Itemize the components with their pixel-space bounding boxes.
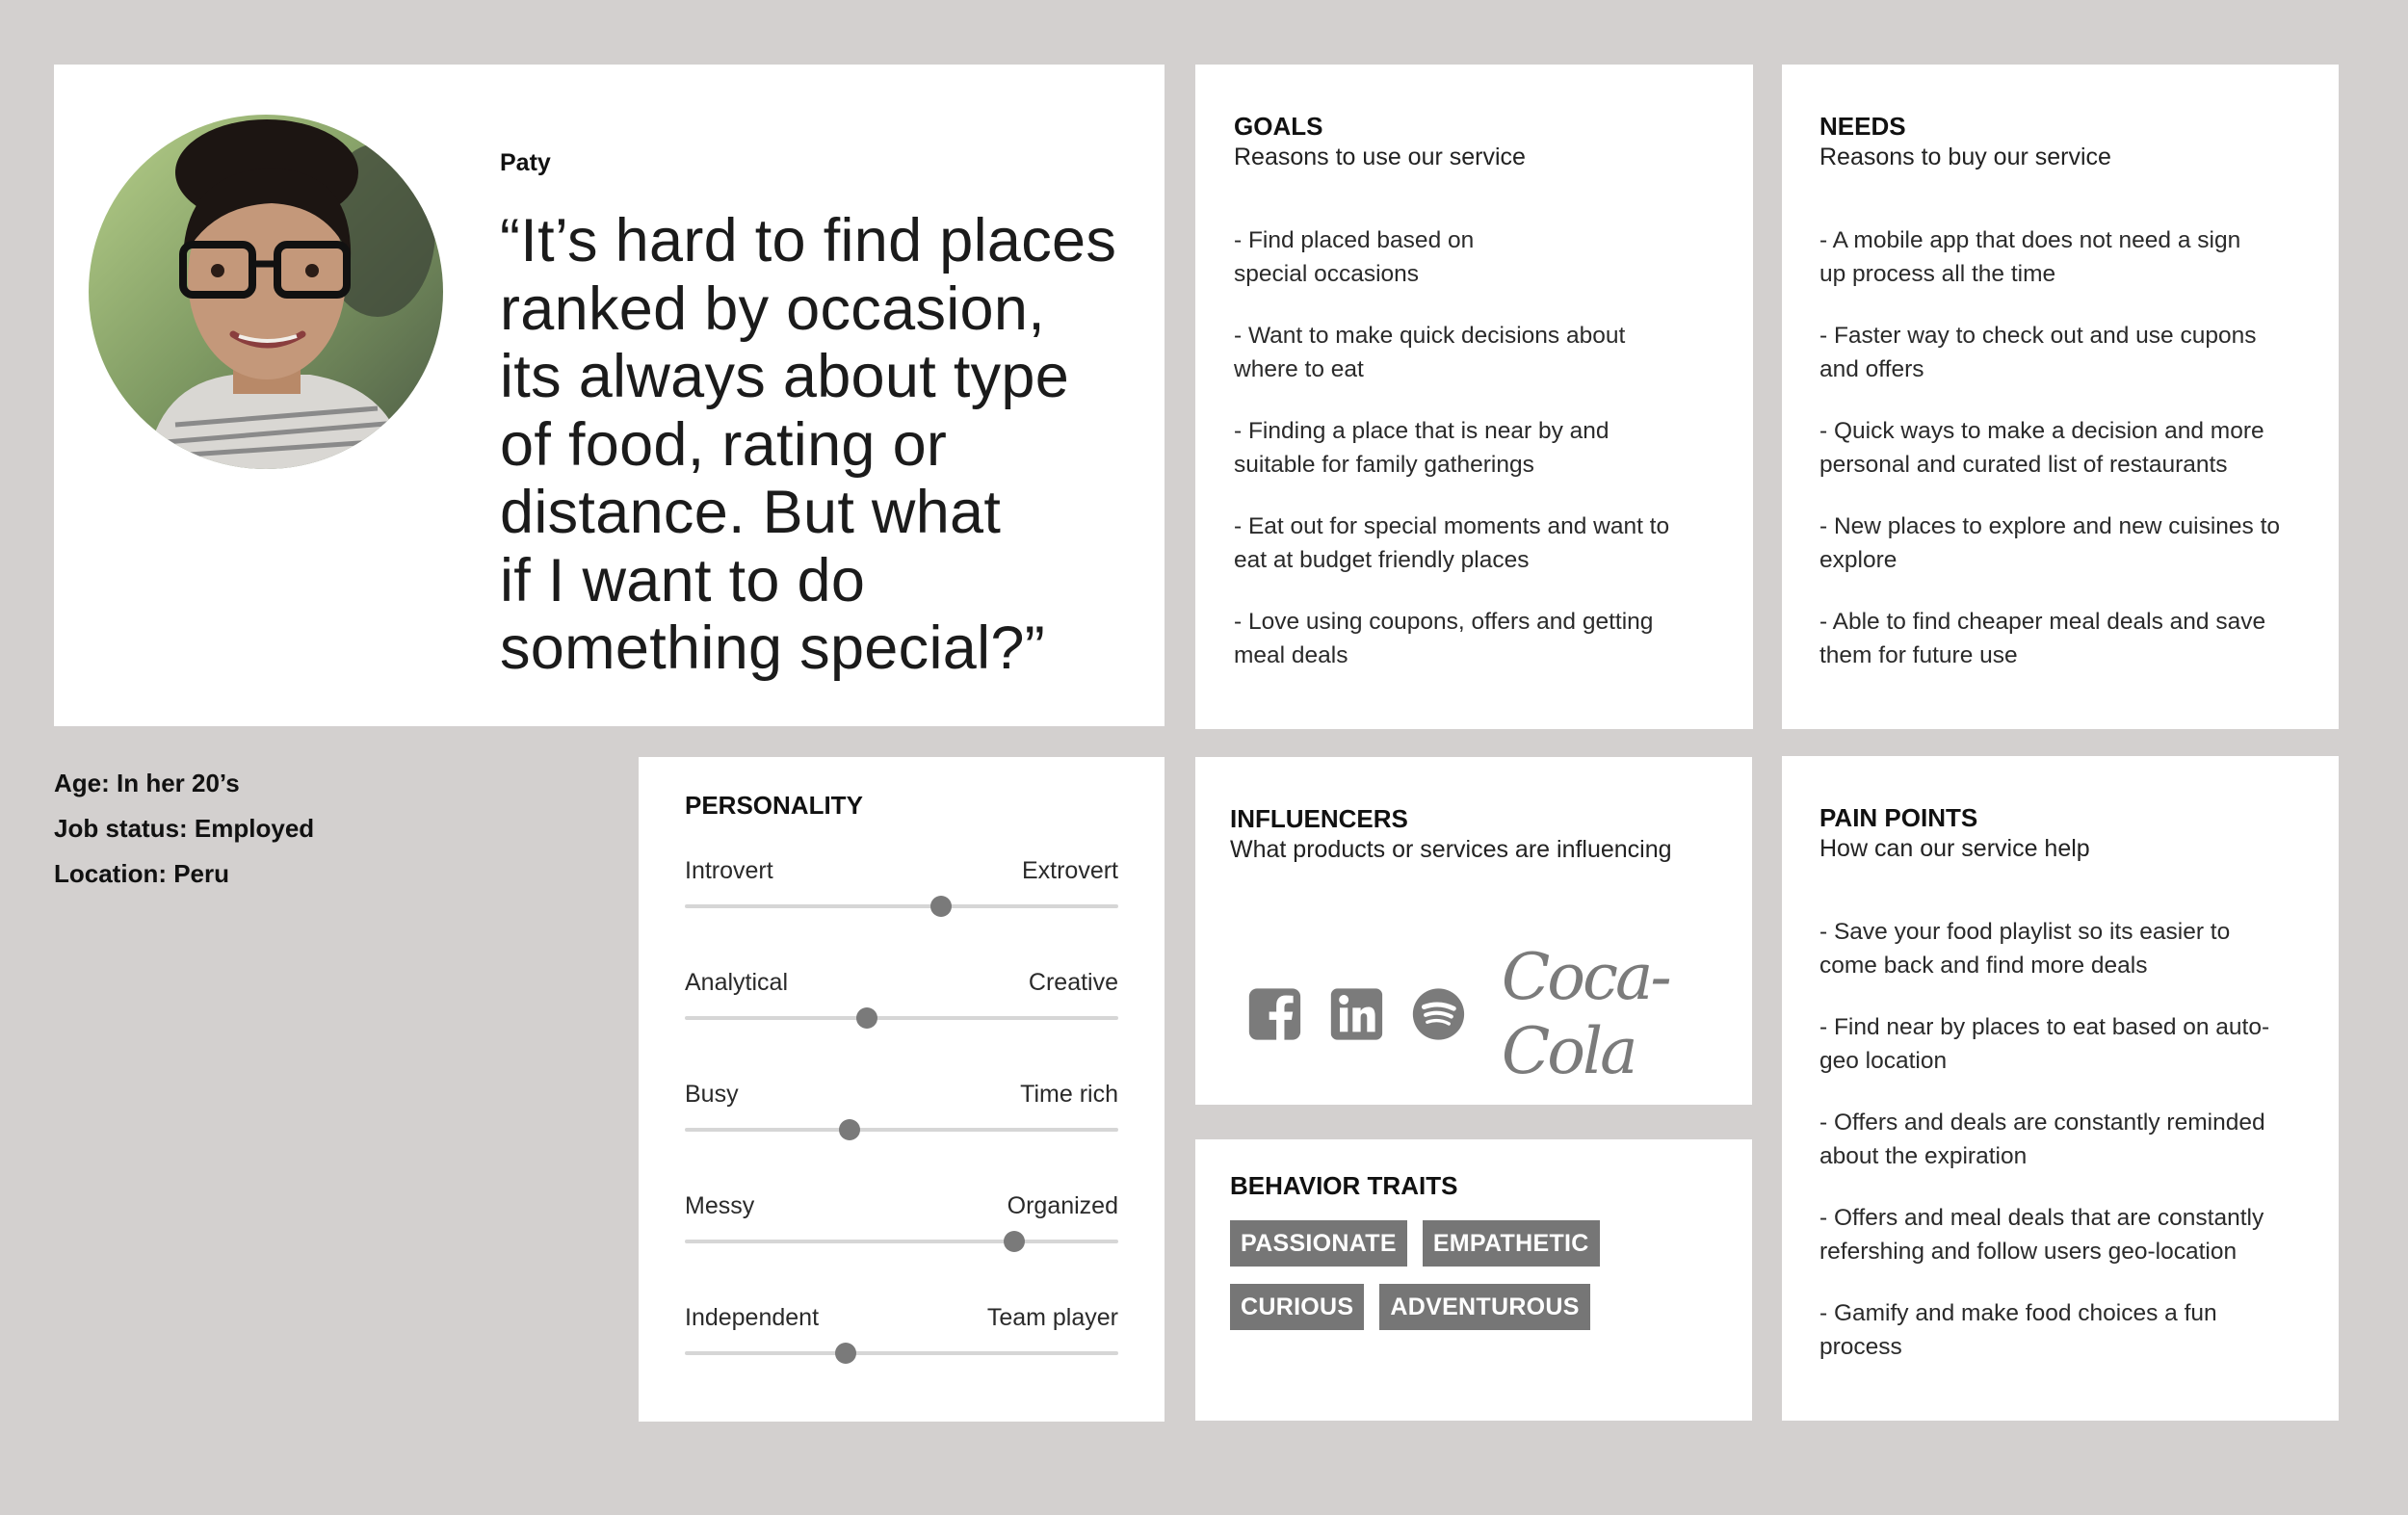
need-item: - Able to find cheaper meal deals and save them for future use (1819, 609, 2266, 668)
goal-item: - Eat out for special moments and want to eat at budget friendly places (1234, 513, 1670, 573)
need-item: - A mobile app that does not need a sign up process all the time (1819, 227, 2241, 287)
goal-item: - Find placed based on special occasions (1234, 227, 1475, 287)
quote-line: something special?” (500, 614, 1045, 682)
need-item: - Faster way to check out and use cupons and offers (1819, 323, 2257, 382)
coca-cola-logo: Coca-Cola (1501, 940, 1669, 1088)
pain-points-list (1819, 916, 2310, 1364)
slider-left-label: Busy (685, 1081, 739, 1108)
goals-list (1234, 224, 1716, 672)
trait-badge: CURIOUS (1230, 1284, 1364, 1330)
slider-knob[interactable] (835, 1343, 856, 1364)
personality-title: PERSONALITY (685, 791, 863, 820)
personality-card (639, 757, 1165, 1422)
pain-points-title: PAIN POINTS (1819, 803, 1978, 832)
trait-badge: EMPATHETIC (1423, 1220, 1600, 1267)
slider-right-label: Extrovert (1021, 857, 1118, 884)
pain-points-card (1782, 756, 2339, 1421)
slider-left-label: Introvert (685, 857, 773, 884)
personality-slider (685, 967, 1118, 1079)
slider-track (685, 904, 1118, 908)
slider-track (685, 1128, 1118, 1132)
linkedin-icon (1330, 982, 1383, 1046)
behavior-traits-card (1195, 1139, 1752, 1421)
slider-track (685, 1351, 1118, 1355)
quote-line: of food, rating or (500, 410, 948, 479)
slider-right-label: Organized (1007, 1192, 1118, 1219)
slider-right-label: Team player (986, 1304, 1118, 1331)
needs-subtitle: Reasons to buy our service (1819, 144, 2111, 170)
slider-knob[interactable] (856, 1007, 877, 1029)
needs-title: NEEDS (1819, 112, 1906, 141)
pain-points-subtitle: How can our service help (1819, 835, 2090, 862)
slider-left-label: Messy (685, 1192, 755, 1219)
pain-point-item: - Find near by places to eat based on auto- geo location (1819, 1014, 2270, 1074)
goal-item: - Love using coupons, offers and getting meal deals (1234, 609, 1654, 668)
facebook-icon (1248, 982, 1301, 1046)
pain-point-item: - Offers and deals are constantly reminded about the expiration (1819, 1110, 2265, 1169)
goals-title: GOALS (1234, 112, 1323, 141)
influencers-card (1195, 757, 1752, 1105)
demo-job-status: Job status: Employed (54, 814, 315, 843)
persona-name: Paty (500, 149, 551, 176)
pain-point-item: - Save your food playlist so its easier to come back and find more deals (1819, 919, 2231, 979)
personality-slider (685, 1302, 1118, 1414)
quote-line: its always about type (500, 343, 1070, 410)
slider-right-label: Creative (1028, 969, 1118, 996)
brand-logos (1248, 940, 1752, 1088)
trait-badge: ADVENTUROUS (1379, 1284, 1589, 1330)
influencers-title: INFLUENCERS (1230, 804, 1408, 833)
quote-line: if I want to do (500, 546, 866, 614)
pain-point-item: - Offers and meal deals that are constantly refershing and follow users geo-location (1819, 1205, 2264, 1265)
goal-item: - Finding a place that is near by and suitable for family gatherings (1234, 418, 1610, 478)
slider-left-label: Independent (685, 1304, 820, 1331)
slider-knob[interactable] (930, 896, 952, 917)
profile-card (54, 65, 1165, 726)
traits-title: BEHAVIOR TRAITS (1230, 1171, 1458, 1200)
slider-knob[interactable] (1004, 1231, 1025, 1252)
personality-slider (685, 1190, 1118, 1302)
need-item: - Quick ways to make a decision and more personal and curated list of restaurants (1819, 418, 2264, 478)
goals-subtitle: Reasons to use our service (1234, 144, 1526, 170)
spotify-icon (1412, 982, 1465, 1046)
slider-knob[interactable] (839, 1119, 860, 1140)
personality-slider (685, 855, 1118, 967)
needs-list (1819, 224, 2310, 672)
traits-list (1230, 1220, 1723, 1330)
slider-left-label: Analytical (685, 969, 788, 996)
personality-slider (685, 1079, 1118, 1190)
slider-track (685, 1240, 1118, 1243)
needs-card (1782, 65, 2339, 729)
goal-item: - Want to make quick decisions about where to eat (1234, 323, 1626, 382)
quote-line: ranked by occasion, (500, 274, 1046, 343)
personality-sliders (685, 855, 1118, 1414)
slider-track (685, 1016, 1118, 1020)
trait-badge: PASSIONATE (1230, 1220, 1407, 1267)
slider-right-label: Time rich (1020, 1081, 1118, 1108)
demo-location: Location: Peru (54, 859, 230, 888)
persona-quote (500, 207, 1155, 683)
pain-point-item: - Gamify and make food choices a fun process (1819, 1300, 2217, 1360)
avatar (89, 115, 443, 469)
influencers-subtitle: What products or services are influencing (1230, 836, 1672, 863)
goals-card (1195, 65, 1753, 729)
need-item: - New places to explore and new cuisines to explore (1819, 513, 2281, 573)
quote-line: distance. But what (500, 479, 1002, 546)
demo-age: Age: In her 20’s (54, 769, 240, 797)
demographics (54, 761, 314, 897)
quote-line: “It’s hard to find places (500, 207, 1117, 274)
